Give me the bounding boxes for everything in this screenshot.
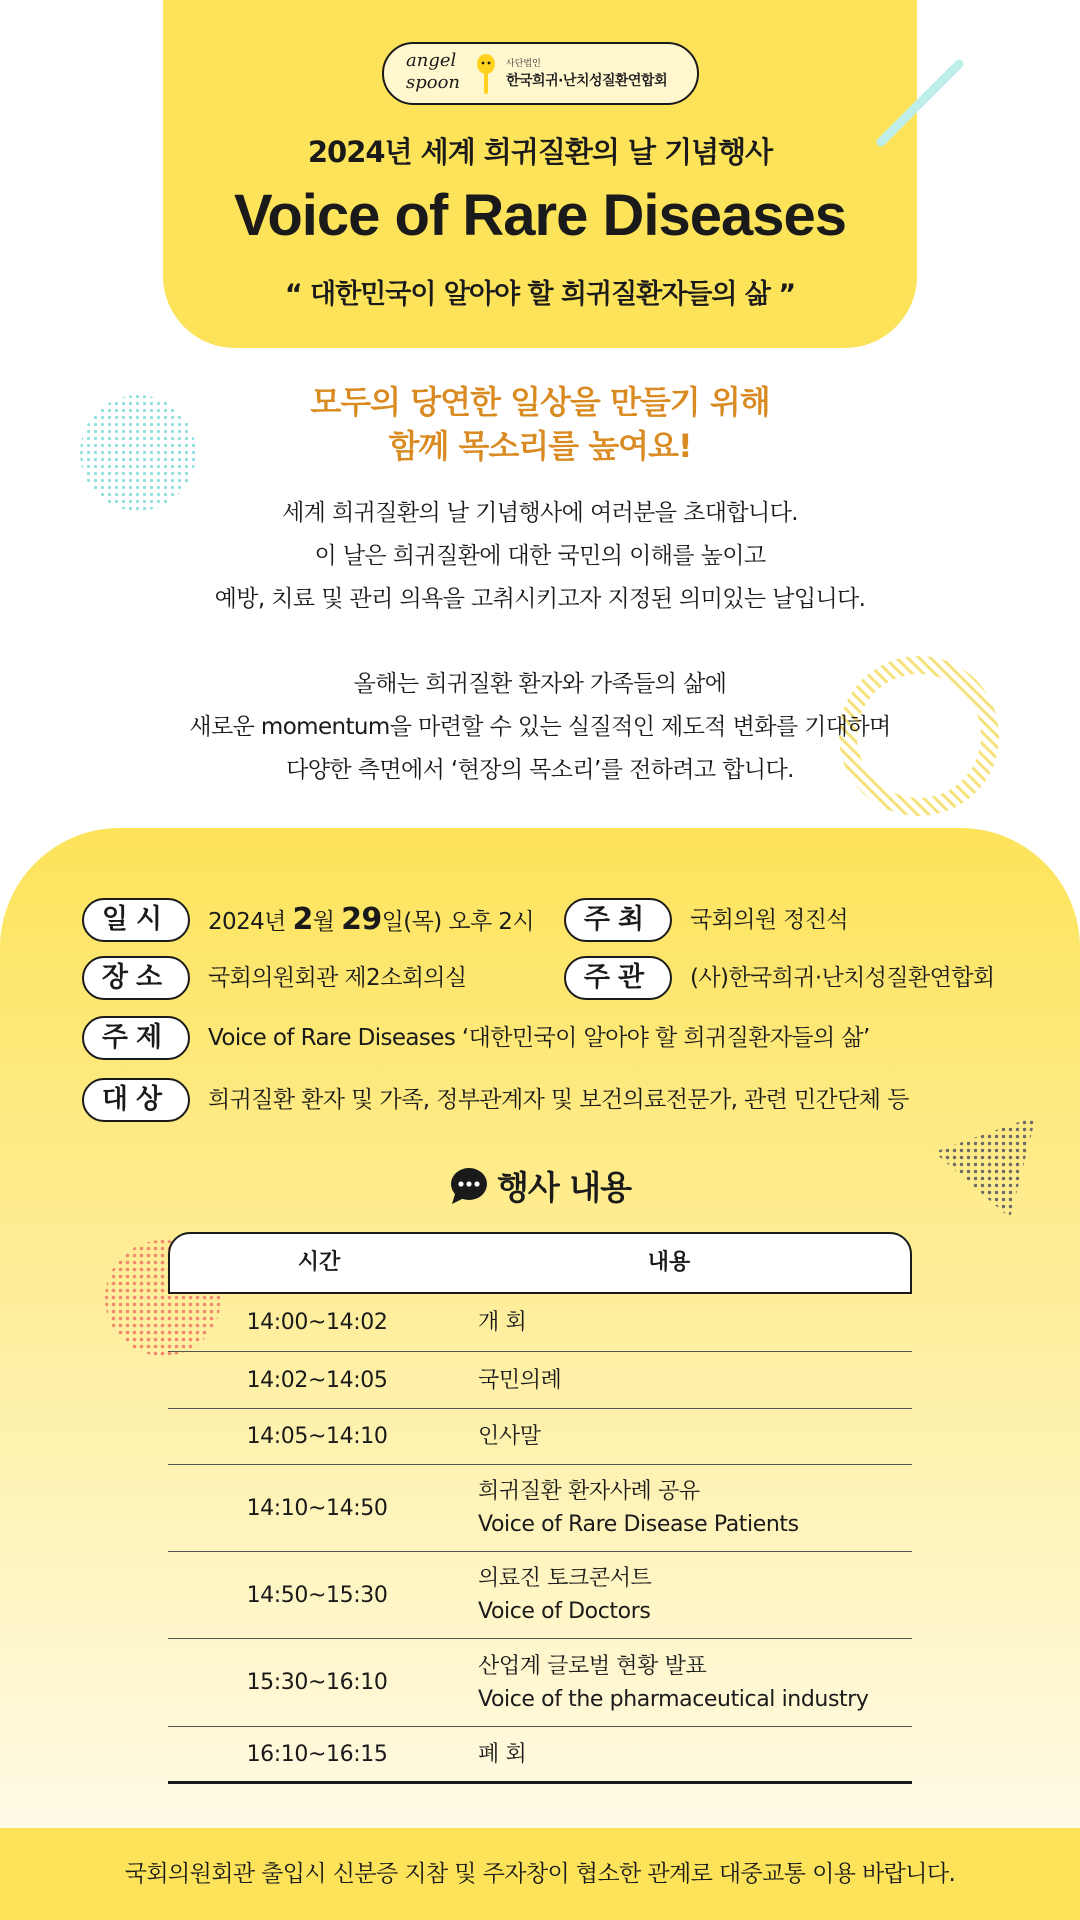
target-value: 희귀질환 환자 및 가족, 정부관계자 및 보건의료전문가, 관련 민간단체 등 xyxy=(208,1087,909,1113)
column-header-content: 내용 xyxy=(647,1250,691,1275)
table-row xyxy=(168,1294,912,1352)
intro-headline xyxy=(0,380,1080,468)
row-time: 14:10~14:50 xyxy=(246,1495,388,1521)
para2-line: 새로운 momentum을 마련할 수 있는 실질적인 제도적 변화를 기대하며 xyxy=(189,714,891,740)
date-year: 2024년 xyxy=(208,909,293,935)
row-content xyxy=(466,1650,912,1716)
host-value: 국회의원 정진석 xyxy=(690,907,849,933)
para1-line: 예방, 치료 및 관리 의욕을 고취시키고자 지정된 의미있는 날입니다. xyxy=(214,586,866,612)
mint-stripe-decoration xyxy=(875,58,965,148)
logo-subtitle: 사단법인 xyxy=(506,59,541,69)
topic-value: Voice of Rare Diseases ‘대한민국이 알아야 할 희귀질환자들의 삶’ xyxy=(208,1025,870,1051)
date-month: 2 xyxy=(292,902,313,937)
target-label-pill: 대상 xyxy=(82,1078,190,1122)
headline-line-1: 모두의 당연한 일상을 만들기 위해 xyxy=(310,383,770,421)
row-content: 인사말 xyxy=(478,1424,541,1449)
row-content: 국민의례 xyxy=(478,1367,562,1393)
row-content-line: Voice of the pharmaceutical industry xyxy=(478,1686,869,1712)
page-title: Voice of Rare Diseases xyxy=(233,183,847,248)
organizer-label-pill: 주관 xyxy=(564,956,672,1000)
date-month-unit: 월 xyxy=(312,909,342,935)
row-time: 14:00~14:02 xyxy=(246,1310,388,1335)
table-row xyxy=(168,1352,912,1409)
table-row xyxy=(168,1552,912,1639)
table-row xyxy=(168,1465,912,1552)
column-header-time: 시간 xyxy=(297,1250,341,1275)
row-time: 14:02~14:05 xyxy=(246,1367,388,1393)
row-content: 폐 회 xyxy=(478,1741,527,1767)
row-time: 15:30~16:10 xyxy=(246,1670,388,1695)
row-content: 개 회 xyxy=(478,1310,527,1335)
schedule-title-text: 행사 내용 xyxy=(496,1168,631,1207)
para2-line: 다양한 측면에서 ‘현장의 목소리’를 전하려고 합니다. xyxy=(286,757,794,783)
topic-label-pill: 주제 xyxy=(82,1016,190,1060)
row-content xyxy=(466,1475,912,1541)
venue-label-pill: 장소 xyxy=(82,956,190,1000)
schedule-table xyxy=(168,1232,912,1784)
date-label-pill: 일시 xyxy=(82,898,190,942)
para1-line: 이 날은 희귀질환에 대한 국민의 이해를 높이고 xyxy=(314,543,766,569)
para2-line: 올해는 희귀질환 환자와 가족들의 삶에 xyxy=(353,671,727,697)
org-logo xyxy=(382,42,699,105)
schedule-heading xyxy=(0,1162,1080,1209)
speech-bubble-icon xyxy=(449,1167,489,1205)
organizer-value: (사)한국희귀·난치성질환연합회 xyxy=(690,965,995,991)
date-value xyxy=(208,898,534,944)
table-row xyxy=(168,1409,912,1465)
table-header xyxy=(168,1232,912,1294)
header-quote: “ 대한민국이 알아야 할 희귀질환자들의 삶 ” xyxy=(284,279,796,310)
table-row xyxy=(168,1727,912,1784)
table-row xyxy=(168,1639,912,1727)
venue-value: 국회의원회관 제2소회의실 xyxy=(208,965,467,991)
row-time: 16:10~16:15 xyxy=(246,1741,388,1767)
row-content-line: 희귀질환 환자사례 공유 xyxy=(478,1479,700,1504)
date-day: 29 xyxy=(341,902,382,937)
row-time: 14:50~15:30 xyxy=(246,1582,388,1608)
date-time: 일(목) 오후 2시 xyxy=(381,909,534,935)
row-content xyxy=(466,1562,912,1628)
spoon-icon xyxy=(472,52,500,96)
para1-line: 세계 희귀질환의 날 기념행사에 여러분을 초대합니다. xyxy=(282,500,798,526)
logo-org-name: 한국희귀·난치성질환연합회 xyxy=(506,73,668,89)
row-time: 14:05~14:10 xyxy=(246,1424,388,1449)
intro-paragraph-2 xyxy=(0,663,1080,792)
footer-notice: 국회의원회관 출입시 신분증 지참 및 주자창이 협소한 관계로 대중교통 이용 바랍니다. xyxy=(0,1828,1080,1920)
headline-line-2: 함께 목소리를 높여요! xyxy=(388,427,692,465)
host-label-pill: 주최 xyxy=(564,898,672,942)
row-content-line: 의료진 토크콘서트 xyxy=(478,1566,652,1591)
row-content-line: Voice of Rare Disease Patients xyxy=(478,1512,799,1537)
logo-script-text: angel spoon xyxy=(406,50,461,93)
header-banner xyxy=(163,0,917,348)
event-subtitle: 2024년 세계 희귀질환의 날 기념행사 xyxy=(307,135,773,169)
row-content-line: Voice of Doctors xyxy=(478,1599,651,1624)
row-content-line: 산업계 글로벌 현황 발표 xyxy=(478,1653,707,1679)
intro-paragraph-1 xyxy=(0,492,1080,621)
